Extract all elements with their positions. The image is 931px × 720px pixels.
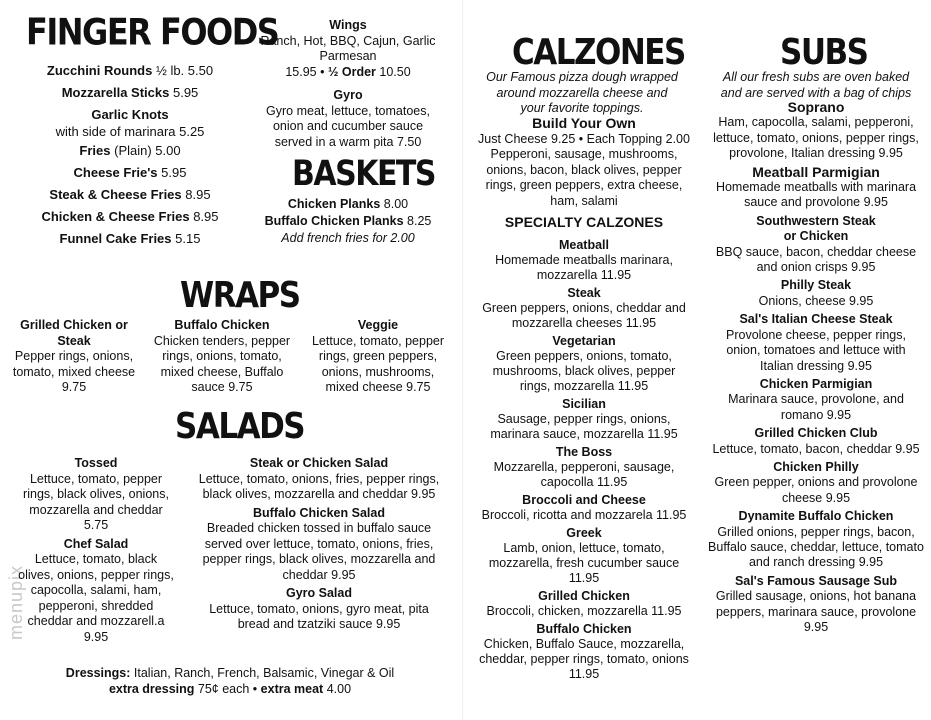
salads-heading: SALADS xyxy=(175,406,305,448)
menu-item: Fries (Plain) 5.00 xyxy=(79,143,181,158)
menu-item: Greek Lamb, onion, lettuce, tomato, mozzarella, fresh cucumber sauce 11.95 xyxy=(488,526,680,585)
menu-item: Soprano Ham, capocolla, salami, pepperoni, lettuce, tomato, onions, pepper rings, provolone, Italian dressing 9.95 xyxy=(713,99,919,161)
menu-item: Southwestern Steak or Chicken BBQ sauce, bacon, cheddar cheese and onion crisps 9.95 xyxy=(715,213,917,275)
watermark: menupix xyxy=(6,564,26,640)
menu-item: Cheese Frie's 5.95 xyxy=(73,165,187,180)
menu-item: Steak Green peppers, onions, cheddar and mozzarella cheeses 11.95 xyxy=(482,286,686,330)
menu-item: Funnel Cake Fries 5.15 xyxy=(59,231,201,246)
menu-item: Chicken Philly Green pepper, onions and provolone cheese 9.95 xyxy=(714,459,918,505)
menu-item: Vegetarian Green peppers, onions, tomato, mushrooms, black olives, pepper rings, mozzarella 11.95 xyxy=(492,334,676,393)
subs-list xyxy=(708,100,924,638)
menu-item: Grilled Chicken Broccoli, chicken, mozzarella 11.95 xyxy=(486,589,682,618)
menu-item: Meatball Parmigian Homemade meatballs with marinara sauce and provolone 9.95 xyxy=(715,163,917,210)
menu-item: Zucchini Rounds ½ lb. 5.50 xyxy=(46,63,214,78)
menu-item: Buffalo Chicken Planks 8.25 xyxy=(264,214,432,228)
salad-dressings: Dressings: Italian, Ranch, French, Balsamic, Vinegar & Oil extra dressing 75¢ each • extra meat 4.00 xyxy=(65,666,395,696)
gyro-item: Gyro Gyro meat, lettuce, tomatoes, onion and cucumber sauce served in a warm pita 7.50 xyxy=(266,88,430,149)
menu-item: Garlic Knots with side of marinara 5.25 xyxy=(55,107,205,139)
calzones-heading: CALZONES xyxy=(512,32,685,74)
menu-item: Chicken Planks 8.00 xyxy=(287,197,409,211)
menu-item: Buffalo Chicken Salad Breaded chicken tossed in buffalo sauce served over lettuce, tomato, onions, fries, pepper rings, black olives, mozzarella and cheddar 9.95 xyxy=(202,505,436,582)
menu-item: Dynamite Buffalo Chicken Grilled onions, pepper rings, bacon, Buffalo sauce, cheddar, lettuce, tomato and ranch dressing 9.95 xyxy=(708,509,924,570)
specialty-calzones-list xyxy=(478,238,690,685)
finger-foods-heading: FINGER FOODS xyxy=(26,10,279,54)
menu-item: Sal's Italian Cheese Steak Provolone cheese, pepper rings, onion, tomatoes and lettuce with Italian dressing 9.95 xyxy=(726,312,906,373)
salads-right-column xyxy=(198,456,440,636)
menu-item: Steak & Cheese Fries 8.95 xyxy=(49,187,211,202)
baskets-list xyxy=(250,196,446,247)
menu-item: Steak or Chicken Salad Lettuce, tomato, onions, fries, pepper rings, black olives, mozzarella and cheddar 9.95 xyxy=(198,456,440,501)
specialty-calzones-heading: SPECIALTY CALZONES xyxy=(504,214,664,230)
baskets-note: Add french fries for 2.00 xyxy=(281,231,415,245)
menu-item: Mozzarella Sticks 5.95 xyxy=(61,85,199,100)
calzones-intro: Our Famous pizza dough wrapped around mozzarella cheese and your favorite toppings. xyxy=(486,70,678,115)
wrap-item: Grilled Chicken or Steak Pepper rings, onions, tomato, mixed cheese 9.75 xyxy=(12,318,136,394)
wrap-item: Buffalo Chicken Chicken tenders, pepper rings, onions, tomato, mixed cheese, Buffalo sauce 9.75 xyxy=(153,318,291,394)
menu-item: Chef Salad Lettuce, tomato, black olives, onions, pepper rings, capocolla, salami, ham, pepperoni, shredded cheddar and mozzarell.a 9.95 xyxy=(18,536,174,644)
build-your-own-item: Build Your Own Just Cheese 9.25 • Each Topping 2.00 Pepperoni, sausage, mushrooms, onions, bacon, black olives, pepper rings, green peppers, extra cheese, ham, salami xyxy=(478,115,690,208)
subs-intro: All our fresh subs are oven baked and are served with a bag of chips xyxy=(720,70,912,100)
menu-item: Sicilian Sausage, pepper rings, onions, marinara sauce, mozzarella 11.95 xyxy=(490,397,678,441)
menu-item: Gyro Salad Lettuce, tomato, onions, gyro meat, pita bread and tzatziki sauce 9.95 xyxy=(209,586,429,631)
menu-item: The Boss Mozzarella, pepperoni, sausage, capocolla 11.95 xyxy=(493,445,675,489)
menu-item: Tossed Lettuce, tomato, pepper rings, black olives, onions, mozzarella and cheddar 5.75 xyxy=(23,456,169,532)
menu-item: Grilled Chicken Club Lettuce, tomato, bacon, cheddar 9.95 xyxy=(712,426,920,456)
wings-item: Wings Ranch, Hot, BBQ, Cajun, Garlic Parmesan 15.95 • ½ Order 10.50 xyxy=(260,18,436,79)
menu-item: Buffalo Chicken Chicken, Buffalo Sauce, mozzarella, cheddar, pepper rings, tomato, onions 11.95 xyxy=(479,622,689,681)
menu-item: Meatball Homemade meatballs marinara, mozzarella 11.95 xyxy=(495,238,673,282)
page-fold xyxy=(462,0,463,720)
menu-item: Chicken Parmigian Marinara sauce, provolone, and romano 9.95 xyxy=(728,376,904,422)
wraps-heading: WRAPS xyxy=(180,275,300,317)
finger-foods-list xyxy=(20,60,240,250)
menu-item: Sal's Famous Sausage Sub Grilled sausage, onions, hot banana peppers, marinara sauce, provolone 9.95 xyxy=(715,573,917,634)
menu-item: Chicken & Cheese Fries 8.95 xyxy=(41,209,219,224)
baskets-heading: BASKETS xyxy=(292,154,436,195)
menu-item: Broccoli and Cheese Broccoli, ricotta and mozzarela 11.95 xyxy=(481,493,687,522)
menu-item: Philly Steak Onions, cheese 9.95 xyxy=(758,278,874,308)
subs-heading: SUBS xyxy=(780,32,868,74)
salads-left-column xyxy=(16,456,176,648)
wrap-item: Veggie Lettuce, tomato, pepper rings, green peppers, onions, mushrooms, mixed cheese 9.75 xyxy=(311,318,445,394)
